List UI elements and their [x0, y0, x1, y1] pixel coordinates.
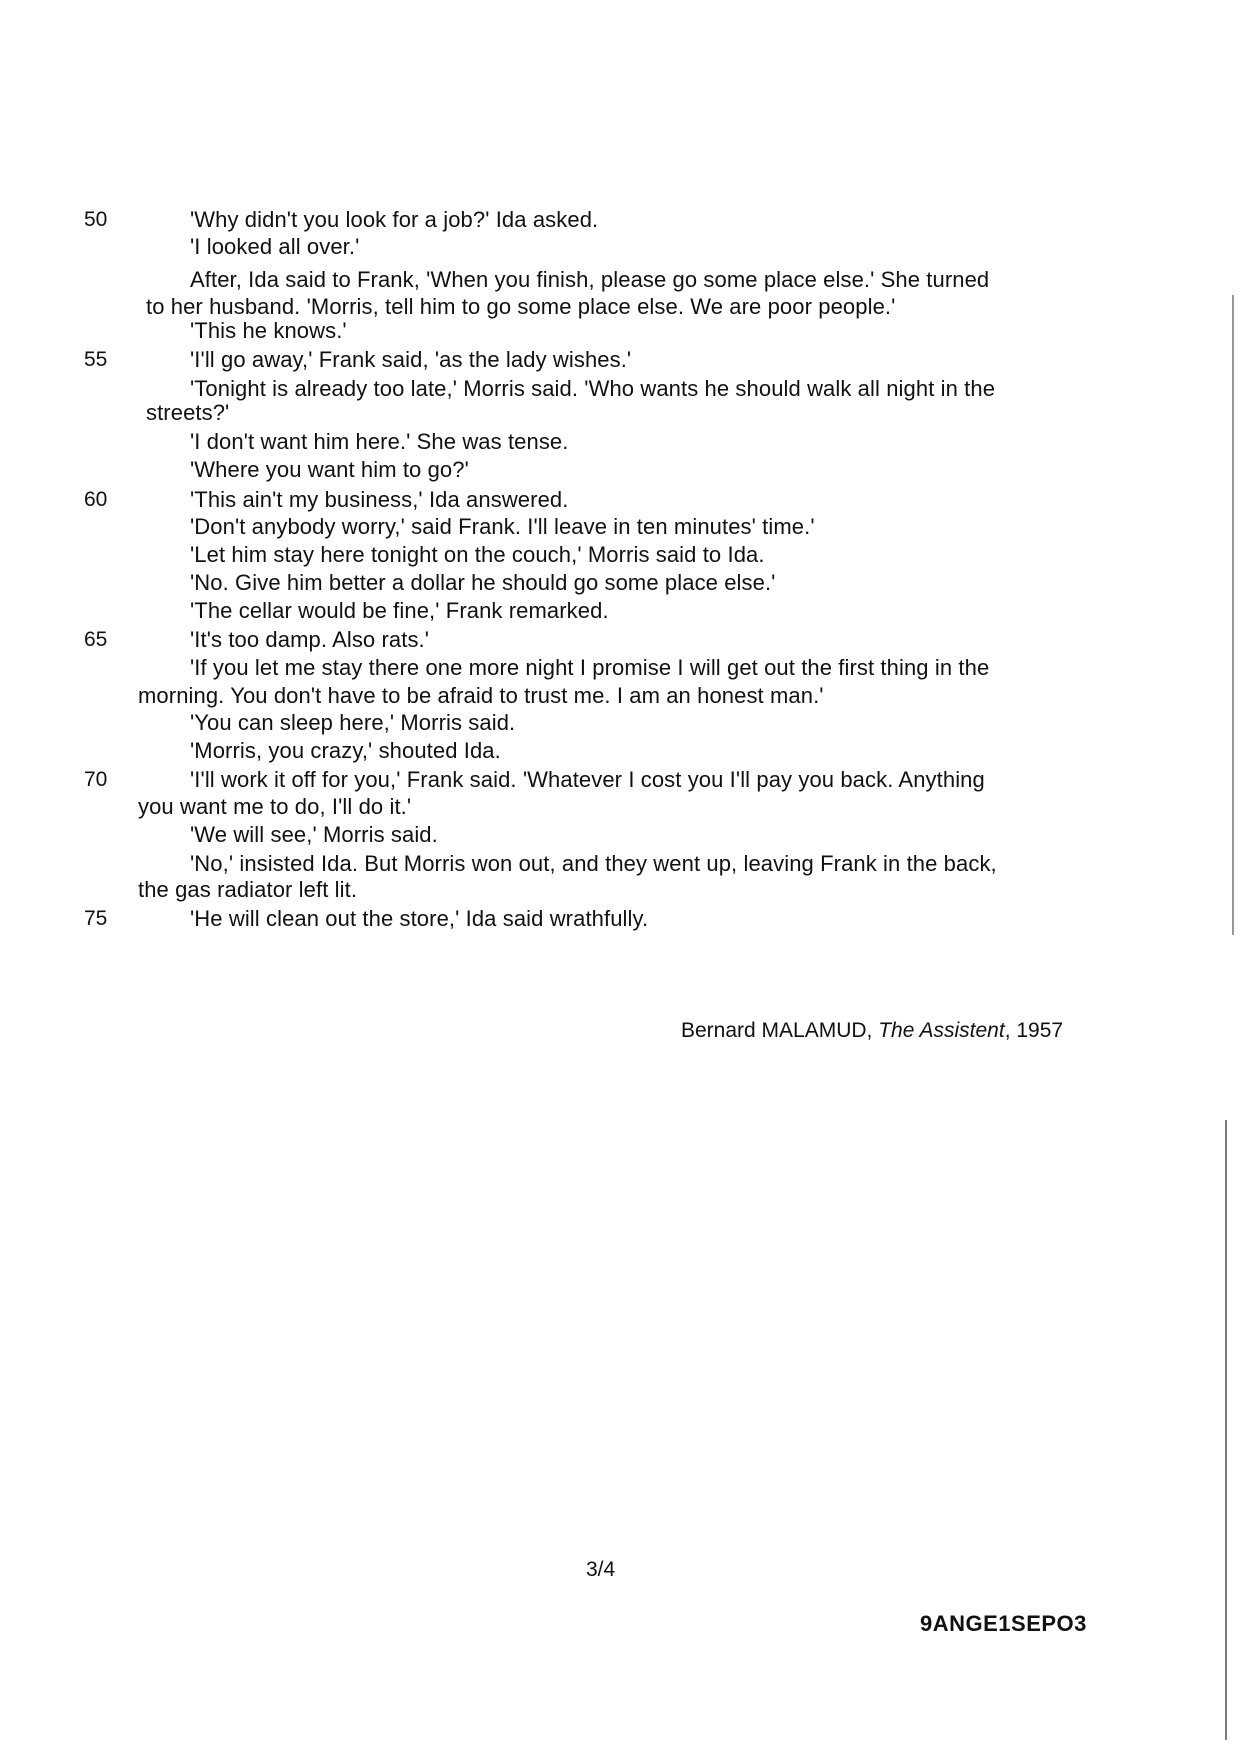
text-line: morning. You don't have to be afraid to trust me. I am an honest man.'	[138, 683, 824, 708]
text-line: 'No. Give him better a dollar he should go some place else.'	[190, 570, 776, 595]
text-line: 'Where you want him to go?'	[190, 457, 469, 482]
citation-year: , 1957	[1004, 1019, 1064, 1042]
text-line: to her husband. 'Morris, tell him to go some place else. We are poor people.'	[146, 294, 896, 319]
text-line: 'No,' insisted Ida. But Morris won out, and they went up, leaving Frank in the back,	[190, 851, 997, 876]
line-number-55: 55	[84, 348, 108, 371]
text-line: 'Why didn't you look for a job?' Ida asked.	[190, 207, 599, 232]
text-line: the gas radiator left lit.	[138, 877, 358, 902]
text-line: 'I'll go away,' Frank said, 'as the lady wishes.'	[190, 347, 632, 372]
line-number-70: 70	[84, 768, 108, 791]
scan-artifact-line	[1225, 1120, 1227, 1740]
scan-artifact-line	[1232, 295, 1234, 935]
text-line: 'Don't anybody worry,' said Frank. I'll leave in ten minutes' time.'	[190, 514, 815, 539]
line-number-60: 60	[84, 488, 108, 511]
text-line: 'Tonight is already too late,' Morris said. 'Who wants he should walk all night in the	[190, 376, 996, 401]
document-code: 9ANGE1SEPO3	[920, 1611, 1087, 1636]
text-line: After, Ida said to Frank, 'When you finish, please go some place else.' She turned	[190, 267, 990, 292]
page-number: 3/4	[586, 1558, 616, 1581]
text-line: streets?'	[146, 400, 230, 425]
citation-title: The Assistent	[878, 1019, 1005, 1042]
text-line: 'It's too damp. Also rats.'	[190, 627, 430, 652]
line-number-65: 65	[84, 628, 108, 651]
text-line: 'Morris, you crazy,' shouted Ida.	[190, 738, 501, 763]
source-citation	[681, 1019, 1063, 1043]
text-line: 'I'll work it off for you,' Frank said. 'Whatever I cost you I'll pay you back. Anything	[190, 767, 985, 792]
text-line: 'You can sleep here,' Morris said.	[190, 710, 516, 735]
text-line: 'Let him stay here tonight on the couch,' Morris said to Ida.	[190, 542, 765, 567]
text-line: 'He will clean out the store,' Ida said wrathfully.	[190, 906, 649, 931]
text-line: 'I don't want him here.' She was tense.	[190, 429, 569, 454]
text-line: 'If you let me stay there one more night I promise I will get out the first thing in the	[190, 655, 990, 680]
text-line: 'I looked all over.'	[190, 234, 360, 259]
citation-author: Bernard MALAMUD,	[681, 1019, 873, 1042]
line-number-75: 75	[84, 907, 108, 930]
text-line: 'The cellar would be fine,' Frank remarked.	[190, 598, 609, 623]
text-line: 'We will see,' Morris said.	[190, 822, 438, 847]
text-line: 'This he knows.'	[190, 318, 347, 343]
text-line: you want me to do, I'll do it.'	[138, 794, 412, 819]
text-line: 'This ain't my business,' Ida answered.	[190, 487, 569, 512]
line-number-50: 50	[84, 208, 108, 231]
